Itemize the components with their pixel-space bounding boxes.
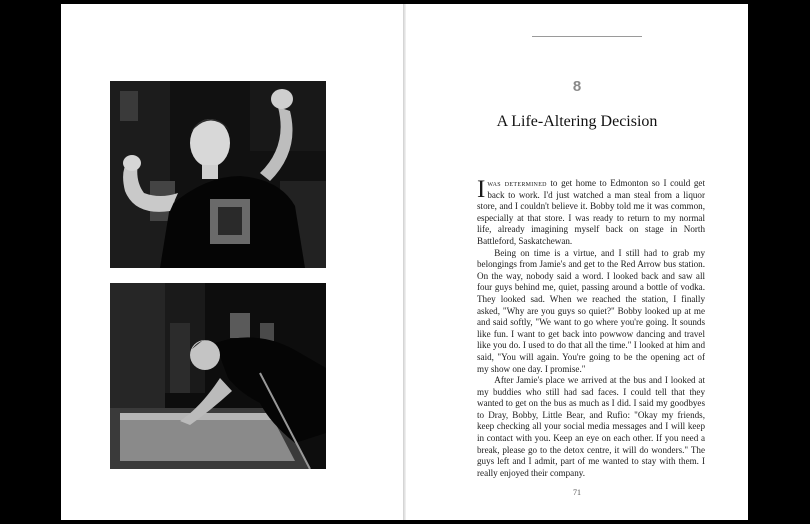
man-leaning-over-pool-table-photo: [110, 283, 326, 469]
paragraph-1: [477, 178, 705, 248]
chapter-body: [477, 178, 705, 479]
page-number: 71: [573, 488, 581, 497]
drop-cap: I: [477, 176, 486, 203]
paragraph-2: Being on time is a virtue, and I still had to grab my belongings from Jamie's and get to the Red Arrow bus station. On the way, nobody said a word. I looked back and saw all four guys behind me, quiet, passing around a bottle of vodka. They looked sad. When we reached the station, I finally asked, "Why are you guys so quiet?" Bobby looked up at me and said softly, "We want to go where you're going. It sounds like fun. I want to get back into powwow dancing and travel like you do. I used to do that all the time." I looked at him and said, "You will again. You're going to be the opening act of my show one day. I promise.": [477, 247, 705, 374]
paragraph-3: After Jamie's place we arrived at the bus and I looked at my buddies who still had sad faces. I could tell that they wanted to get on the bus as much as I did. I said my goodbyes to Dray, Bobby, Little Bear, and Rufio: "Okay my friends, keep checking all your social media messages and I will keep in contact with you. Keep an eye on each other. If you need a break, please go to the detox centre, it will do wonders." The guys left and I admit, part of me wanted to stay with them. I really enjoyed their company.: [477, 375, 705, 478]
header-rule: [532, 36, 642, 37]
chapter-number: 8: [572, 78, 582, 95]
paragraph-1-text: to get home to Edmonton so I could get back to work. I'd just watched a man steal from a liquor store, and I couldn't believe it. Bobby told me it was common, especially at that store. I was ready to return to my normal life, already imagining myself back on stage in North Battleford, Saskatchewan.: [477, 178, 705, 246]
opening-small-caps: was determined: [487, 178, 547, 188]
right-page: [406, 4, 748, 520]
left-page: [61, 4, 403, 520]
man-flexing-arms-photo: [110, 81, 326, 268]
chapter-title: A Life-Altering Decision: [496, 113, 658, 130]
